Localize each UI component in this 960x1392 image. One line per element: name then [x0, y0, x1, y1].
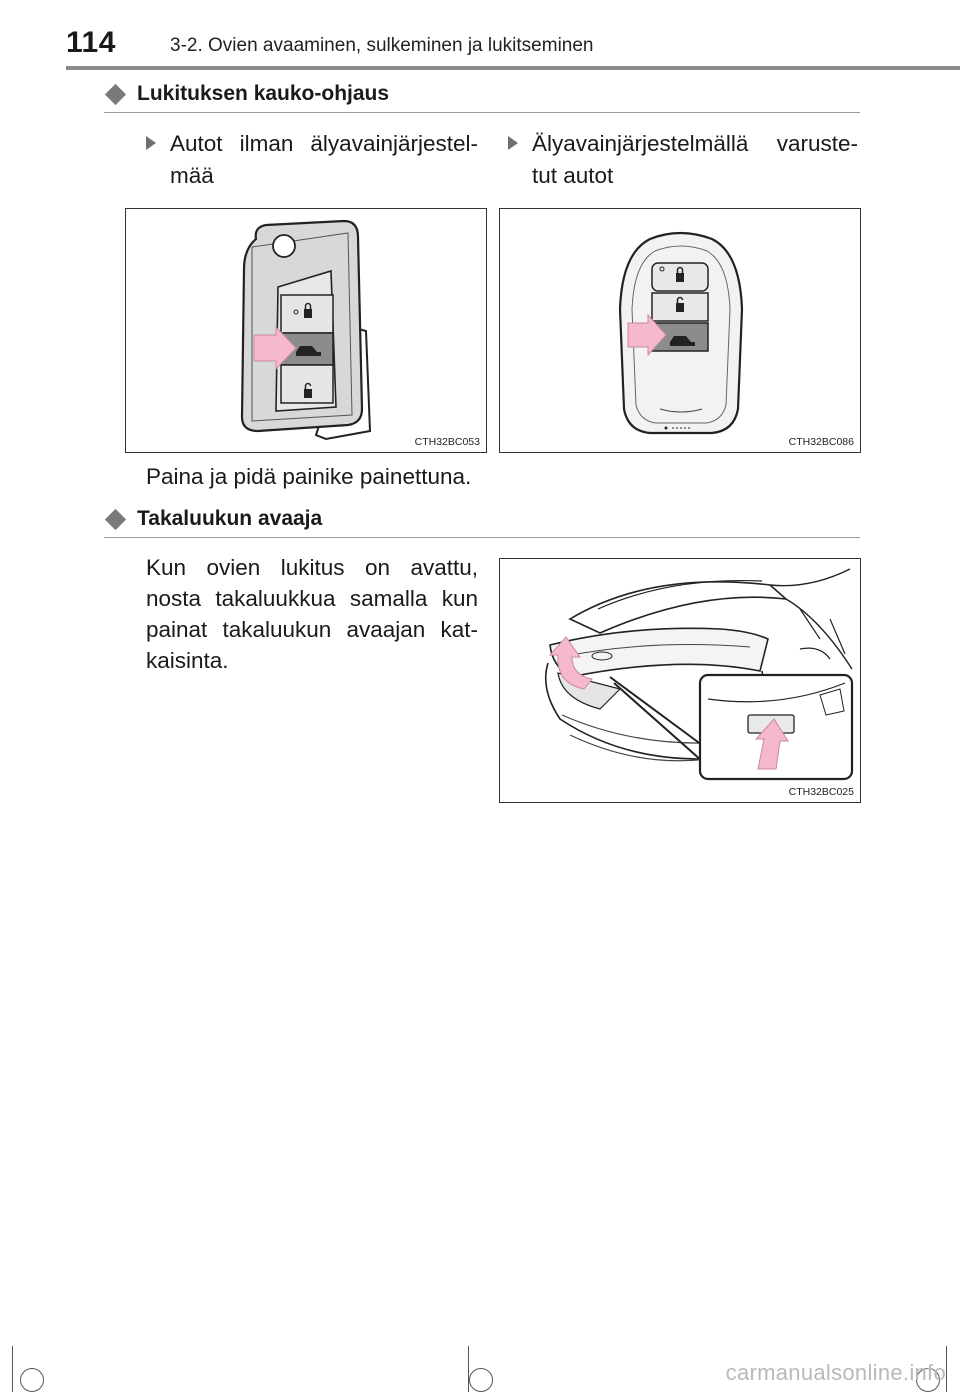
crop-mark — [468, 1346, 469, 1392]
registration-mark-icon — [469, 1368, 493, 1392]
figure-code: CTH32BC053 — [414, 436, 480, 448]
label-smart-key-text: Älyavainjärjestelmällä varuste-tut autot — [532, 131, 858, 188]
smart-key-illustration — [500, 209, 860, 452]
label-no-smart-key-text: Autot ilman älyavainjärjestel-mää — [170, 131, 478, 188]
section-rule — [104, 537, 860, 538]
registration-mark-icon — [20, 1368, 44, 1392]
label-smart-key — [508, 128, 860, 192]
header-rule — [66, 66, 960, 70]
figure-flip-key — [125, 208, 487, 453]
figure-smart-key — [499, 208, 861, 453]
diamond-icon — [105, 508, 126, 529]
crop-mark — [12, 1346, 13, 1392]
section-heading-remote — [104, 82, 389, 106]
diamond-icon — [105, 83, 126, 104]
crop-mark — [946, 1346, 947, 1392]
watermark: carmanualsonline.info — [725, 1360, 946, 1385]
section-heading-text: Takaluukun avaaja — [137, 507, 323, 530]
triangle-bullet-icon — [146, 136, 156, 150]
label-no-smart-key — [146, 128, 478, 192]
figure-trunk-opener — [499, 558, 861, 803]
section-heading-text: Lukituksen kauko-ohjaus — [137, 82, 390, 105]
triangle-bullet-icon — [508, 136, 518, 150]
section-rule — [104, 112, 860, 113]
flip-key-illustration — [126, 209, 486, 452]
figure-code: CTH32BC025 — [788, 786, 854, 798]
section-heading-trunk-opener — [104, 507, 322, 531]
remote-instruction: Paina ja pidä painike painettuna. — [146, 464, 472, 489]
car-rear-illustration — [500, 559, 860, 802]
chapter-title: 3-2. Ovien avaaminen, sulkeminen ja lukitseminen — [170, 35, 594, 56]
figure-code: CTH32BC086 — [788, 436, 854, 448]
trunk-opener-instruction: Kun ovien lukitus on avattu, nosta takaluukkua samalla kun painat takaluukun avaajan kat-kaisinta. — [146, 555, 478, 673]
page-number: 114 — [66, 26, 116, 59]
